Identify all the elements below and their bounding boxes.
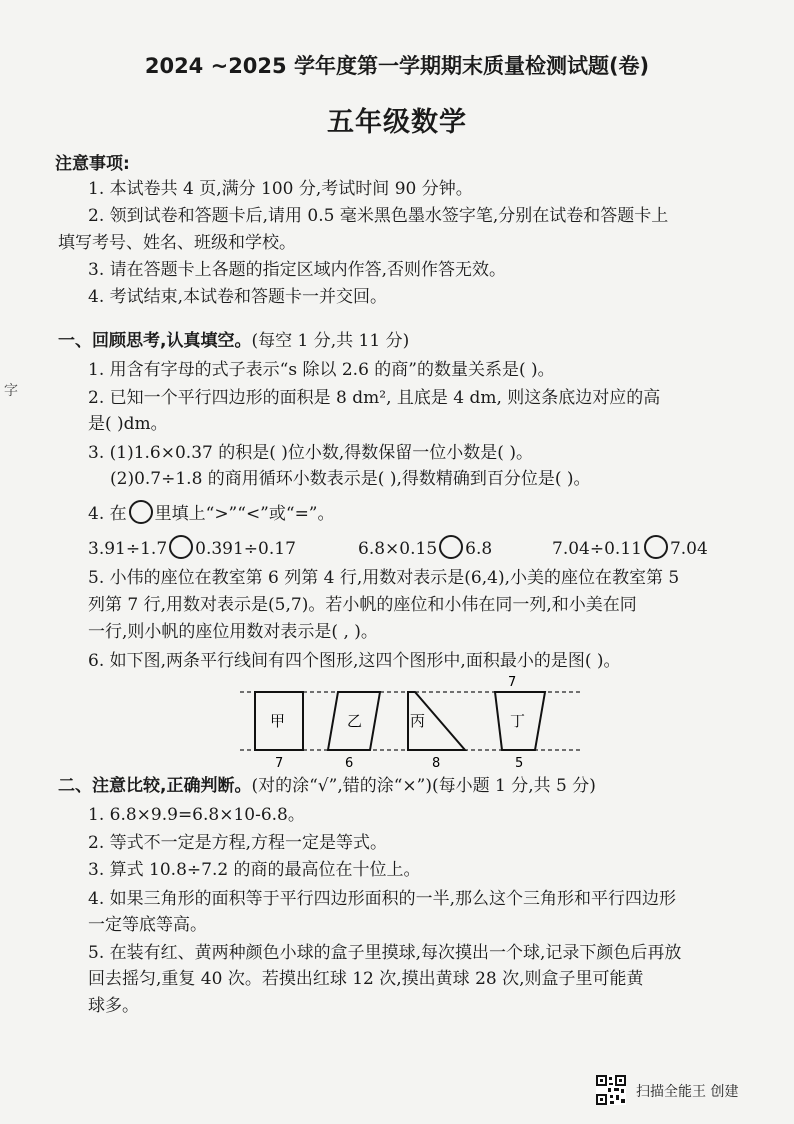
shape-label-jia: 甲 <box>270 712 286 730</box>
s1-q5-line1: 5. 小伟的座位在教室第 6 列第 4 行,用数对表示是(6,4),小美的座位在教室第 5 <box>88 568 680 588</box>
q4-item-1-right: 0.391÷0.17 <box>195 539 296 559</box>
s1-q1: 1. 用含有字母的式子表示“s 除以 2.6 的商”的数量关系是( )。 <box>88 360 555 380</box>
q4-item-3-left: 7.04÷0.11 <box>552 539 642 559</box>
margin-mark: 字 <box>4 383 18 399</box>
s1-q4 <box>88 500 335 525</box>
s1-q4-item-1 <box>88 535 296 560</box>
s1-q6: 6. 如下图,两条平行线间有四个图形,这四个图形中,面积最小的是图( )。 <box>88 651 621 671</box>
s1-q2-line1: 2. 已知一个平行四边形的面积是 8 dm², 且底是 4 dm, 则这条底边对应的高 <box>88 388 661 408</box>
s2-q3: 3. 算式 10.8÷7.2 的商的最高位在十位上。 <box>88 860 421 880</box>
shape-top-ding: 7 <box>508 675 517 690</box>
qr-code-icon <box>596 1075 626 1105</box>
section1-score-note: (每空 1 分,共 11 分) <box>251 331 410 351</box>
compare-circle-icon <box>129 500 153 524</box>
q4-item-2-right: 6.8 <box>465 539 493 559</box>
section1-title <box>58 330 409 352</box>
parallel-lines-figure <box>240 672 580 772</box>
s1-q4-item-3 <box>552 535 708 560</box>
section2-score-note: (对的涂“√”,错的涂“×”)(每小题 1 分,共 5 分) <box>251 776 596 796</box>
s1-q3-line1: 3. (1)1.6×0.37 的积是( )位小数,得数保留一位小数是( )。 <box>88 443 533 463</box>
s1-q3-line2: (2)0.7÷1.8 的商用循环小数表示是( ),得数精确到百分位是( )。 <box>110 469 591 489</box>
s2-q5-line2: 回去摇匀,重复 40 次。若摸出红球 12 次,摸出黄球 28 次,则盒子里可能黄 <box>88 969 644 989</box>
section2-heading: 二、注意比较,正确判断。 <box>58 776 252 796</box>
shape-label-ding: 丁 <box>510 712 526 730</box>
shape-base-bing: 8 <box>432 756 441 771</box>
notice-item-2: 2. 领到试卷和答题卡后,请用 0.5 毫米黑色墨水签字笔,分别在试卷和答题卡上 <box>88 206 669 226</box>
notice-item-3: 3. 请在答题卡上各题的指定区域内作答,否则作答无效。 <box>88 260 507 280</box>
shape-label-bing: 丙 <box>410 712 426 730</box>
compare-circle-icon[interactable] <box>439 535 463 559</box>
s2-q1: 1. 6.8×9.9=6.8×10-6.8。 <box>88 805 305 825</box>
q4-item-1-left: 3.91÷1.7 <box>88 539 168 559</box>
q4-item-3-right: 7.04 <box>669 539 708 559</box>
exam-title: 2024 ~2025 学年度第一学期期末质量检测试题(卷) <box>144 54 650 78</box>
s1-q5-line2: 列第 7 行,用数对表示是(5,7)。若小帆的座位和小伟在同一列,和小美在同 <box>88 595 637 615</box>
shape-base-ding: 5 <box>515 756 524 771</box>
s2-q4-line1: 4. 如果三角形的面积等于平行四边形面积的一半,那么这个三角形和平行四边形 <box>88 889 677 909</box>
shape-base-jia: 7 <box>275 756 284 771</box>
notice-item-4: 4. 考试结束,本试卷和答题卡一并交回。 <box>88 287 388 307</box>
scanner-watermark <box>596 1075 776 1109</box>
notice-item-1: 1. 本试卷共 4 页,满分 100 分,考试时间 90 分钟。 <box>88 179 473 199</box>
s2-q5-line3: 球多。 <box>88 996 139 1016</box>
s1-q5-line3: 一行,则小帆的座位用数对表示是( , )。 <box>88 622 378 642</box>
s1-q4-prefix: 4. 在 <box>88 504 127 524</box>
section2-title <box>58 775 596 797</box>
s1-q4-item-2 <box>358 535 492 560</box>
notice-heading: 注意事项: <box>55 154 130 174</box>
watermark-text: 扫描全能王 创建 <box>636 1084 739 1100</box>
s2-q5-line1: 5. 在装有红、黄两种颜色小球的盒子里摸球,每次摸出一个球,记录下颜色后再放 <box>88 943 682 963</box>
q4-item-2-left: 6.8×0.15 <box>358 539 438 559</box>
exam-subject: 五年级数学 <box>327 107 467 138</box>
compare-circle-icon[interactable] <box>644 535 668 559</box>
shape-label-yi: 乙 <box>347 712 363 730</box>
s1-q4-suffix: 里填上“>”“<”或“=”。 <box>154 504 335 524</box>
s1-q2-line2: 是( )dm。 <box>88 414 168 434</box>
s2-q4-line2: 一定等底等高。 <box>88 915 207 935</box>
compare-circle-icon[interactable] <box>169 535 193 559</box>
s2-q2: 2. 等式不一定是方程,方程一定是等式。 <box>88 833 388 853</box>
shape-base-yi: 6 <box>345 756 354 771</box>
notice-item-2-cont: 填写考号、姓名、班级和学校。 <box>58 233 296 253</box>
section1-heading: 一、回顾思考,认真填空。 <box>58 331 252 351</box>
